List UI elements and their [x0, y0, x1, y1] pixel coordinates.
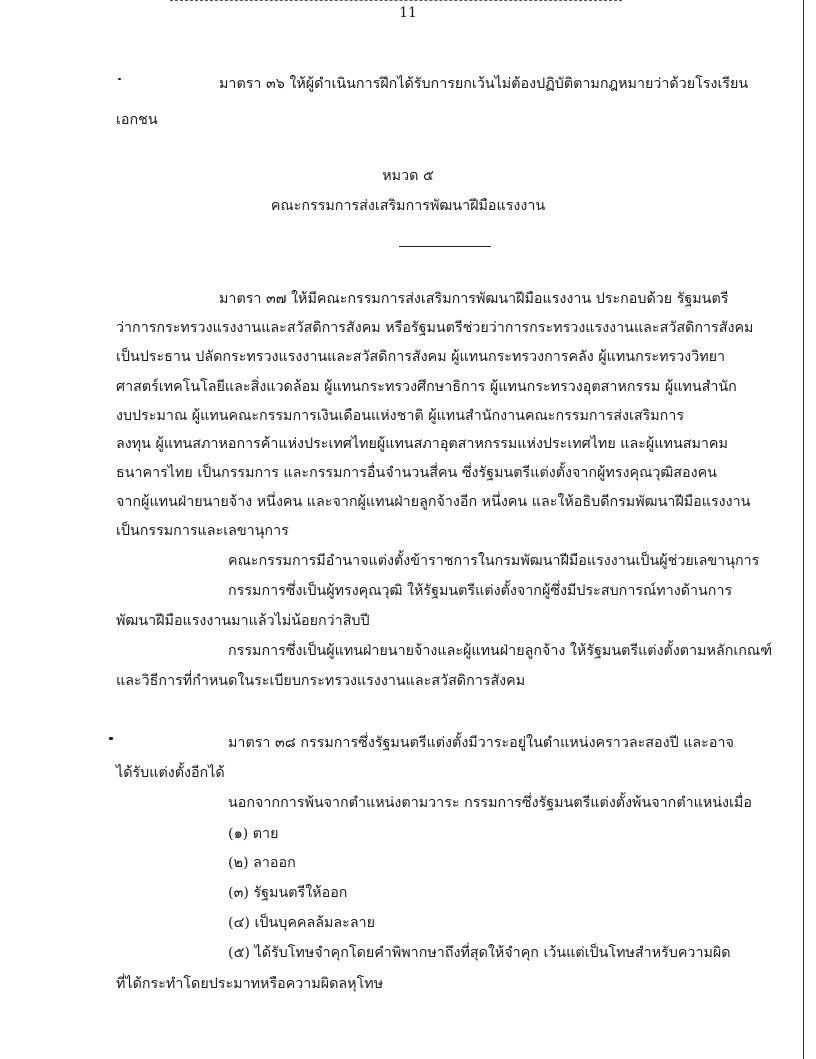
sec38-item: (๓) รัฐมนตรีให้ออก: [228, 885, 348, 901]
sec37-line: ว่าการกระทรวงแรงงานและสวัสดิการสังคม หรือรัฐมนตรีช่วยว่าการกระทรวงแรงงานและสวัสดิการสังคม: [116, 320, 754, 336]
sec38-line-2: ได้รับแต่งตั้งอีกได้: [116, 765, 225, 781]
sec38-paragraph-2: นอกจากการพ้นจากตำแหน่งตามวาระ กรรมการซึ่งรัฐมนตรีแต่งตั้งพ้นจากตำแหน่งเมื่อ: [228, 795, 752, 811]
sec37-paragraph-3-line-2: พัฒนาฝีมือแรงงานมาแล้วไม่น้อยกว่าสิบปี: [116, 613, 370, 629]
page-number: 11: [399, 5, 417, 21]
chapter-separator-line: [399, 246, 491, 247]
sec37-line: จากผู้แทนฝ่ายนายจ้าง หนึ่งคน และจากผู้แทนฝ่ายลูกจ้างอีก หนึ่งคน และให้อธิบดีกรมพัฒนาฝีมือแรงงาน: [116, 494, 751, 510]
sec37-line: ธนาคารไทย เป็นกรรมการ และกรรมการอื่นจำนวนสี่คน ซึ่งรัฐมนตรีแต่งตั้งจากผู้ทรงคุณวุฒิสองคน: [116, 465, 717, 481]
sec38-item: (๒) ลาออก: [228, 855, 296, 871]
scan-speck: [109, 737, 113, 740]
sec37-paragraph-4-line-1: กรรมการซึ่งเป็นผู้แทนฝ่ายนายจ้างและผู้แทนฝ่ายลูกจ้าง ให้รัฐมนตรีแต่งตั้งตามหลักเกณฑ์: [228, 643, 773, 659]
sec37-line: งบประมาณ ผู้แทนคณะกรรมการเงินเดือนแห่งชาติ ผู้แทนสำนักงานคณะกรรมการส่งเสริมการ: [116, 408, 685, 424]
sec38-item-5-line-1: (๕) ได้รับโทษจำคุกโดยคำพิพากษาถึงที่สุดให้จำคุก เว้นแต่เป็นโทษสำหรับความผิด: [228, 945, 731, 961]
sec37-line: มาตรา ๓๗ ให้มีคณะกรรมการส่งเสริมการพัฒนาฝีมือแรงงาน ประกอบด้วย รัฐมนตรี: [219, 291, 729, 307]
sec37-paragraph-3-line-1: กรรมการซึ่งเป็นผู้ทรงคุณวุฒิ ให้รัฐมนตรีแต่งตั้งจากผู้ซึ่งมีประสบการณ์ทางด้านการ: [228, 583, 733, 599]
sec37-paragraph-4-line-2: และวิธีการที่กำหนดในระเบียบกระทรวงแรงงานและสวัสดิการสังคม: [116, 673, 526, 689]
sec38-line-1: มาตรา ๓๘ กรรมการซึ่งรัฐมนตรีแต่งตั้งมีวาระอยู่ในตำแหน่งคราวละสองปี และอาจ: [228, 735, 734, 751]
sec37-line: เป็นประธาน ปลัดกระทรวงแรงงานและสวัสดิการสังคม ผู้แทนกระทรวงการคลัง ผู้แทนกระทรวงวิทยา: [116, 349, 726, 365]
sec37-paragraph-2: คณะกรรมการมีอำนาจแต่งตั้งข้าราชการในกรมพัฒนาฝีมือแรงงานเป็นผู้ช่วยเลขานุการ: [228, 553, 760, 569]
sec36-line-1: มาตรา ๓๖ ให้ผู้ดำเนินการฝึกได้รับการยกเว้นไม่ต้องปฏิบัติตามกฎหมายว่าด้วยโรงเรียน: [219, 76, 749, 92]
chapter-title: หมวด ๕: [382, 168, 434, 184]
scan-speck: [118, 78, 121, 80]
sec36-line-2: เอกชน: [116, 112, 158, 128]
sec38-item: (๔) เป็นบุคคลล้มละลาย: [228, 915, 376, 931]
sec37-line: เป็นกรรมการและเลขานุการ: [116, 523, 289, 539]
sec37-line: ศาสตร์เทคโนโลยีและสิ่งแวดล้อม ผู้แทนกระทรวงศึกษาธิการ ผู้แทนกระทรวงอุตสาหกรรม ผู้แทนสำนัก: [116, 379, 737, 395]
sec38-item: (๑) ตาย: [228, 826, 279, 842]
page-right-edge: [803, 0, 804, 1059]
sec38-item-5-line-2: ที่ได้กระทำโดยประมาทหรือความผิดลหุโทษ: [116, 976, 384, 992]
chapter-subtitle: คณะกรรมการส่งเสริมการพัฒนาฝีมือแรงงาน: [270, 198, 546, 214]
sec37-line: ลงทุน ผู้แทนสภาหอการค้าแห่งประเทศไทยผู้แทนสภาอุตสาหกรรมแห่งประเทศไทย และผู้แทนสมาคม: [116, 436, 728, 452]
top-dashed-rule: [170, 0, 622, 1]
